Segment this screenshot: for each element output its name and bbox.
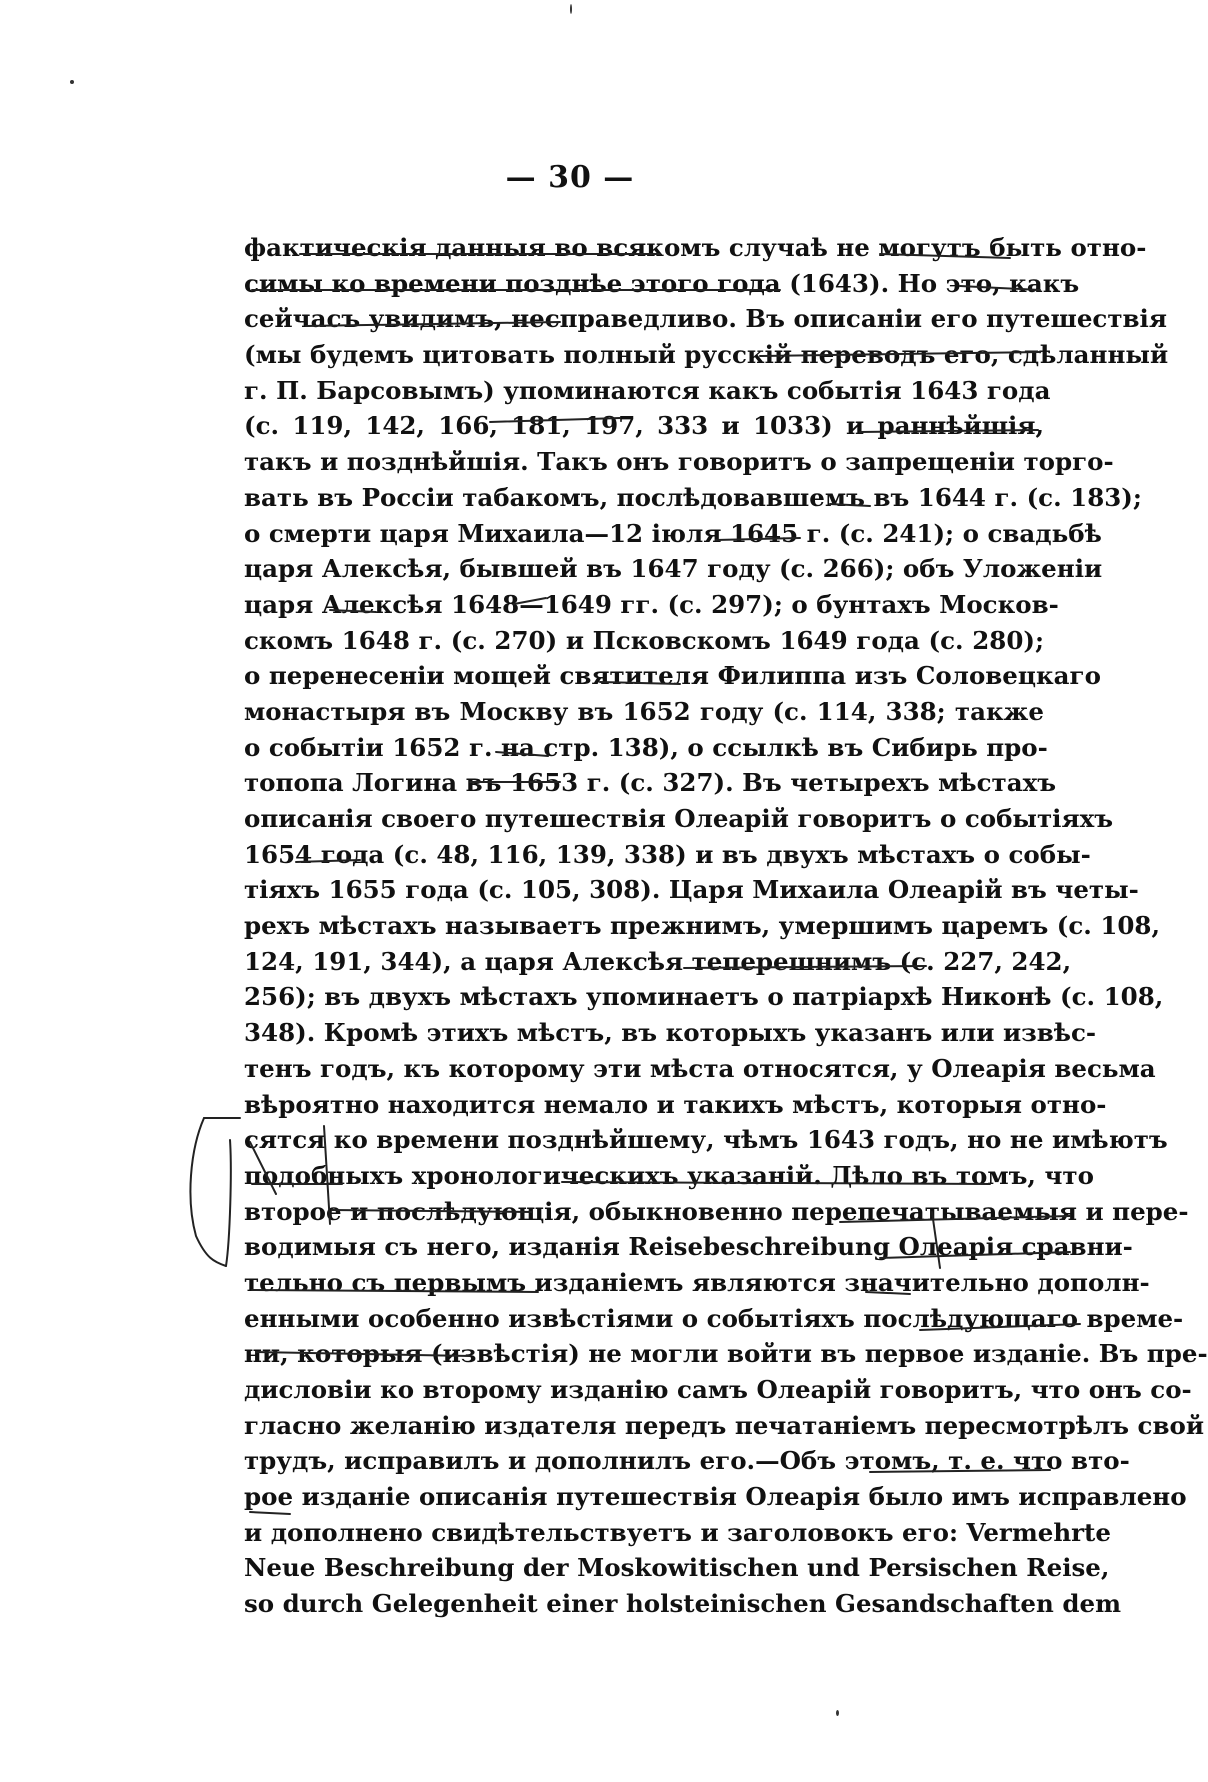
margin-bracket — [190, 1118, 226, 1266]
text-line: царя Алексѣя 1648—1649 гг. (с. 297); о бунтахъ Москов- — [244, 589, 1059, 619]
text-line: (мы будемъ цитовать полный русскій переводъ его, сдѣланный — [244, 340, 1169, 370]
text-line: фактическія данныя во всякомъ случаѣ не могутъ быть отно- — [244, 233, 1147, 262]
text-line: тельно съ первымъ изданіемъ являются значительно дополн- — [244, 1267, 1150, 1297]
text-line: о событіи 1652 г. на стр. 138), о ссылкѣ въ Сибирь про- — [244, 732, 1048, 762]
text-line: и дополнено свидѣтельствуетъ и заголовокъ его: Vermehrte — [244, 1517, 1111, 1547]
text-line: описанія своего путешествія Олеарій говоритъ о событіяхъ — [244, 804, 1113, 833]
text-line: второе и послѣдующія, обыкновенно перепечатываемыя и пере- — [244, 1196, 1189, 1226]
text-line: вѣроятно находится немало и такихъ мѣстъ, которыя отно- — [244, 1089, 1107, 1119]
text-line: топопа Логина въ 1653 г. (с. 327). Въ четырехъ мѣстахъ — [244, 768, 1056, 798]
text-line: тенъ годъ, къ которому эти мѣста относятся, у Олеарія весьма — [244, 1053, 1156, 1083]
text-line: рехъ мѣстахъ называетъ прежнимъ, умершимъ царемъ (с. 108, — [244, 911, 1161, 941]
text-line: симы ко времени позднѣе этого года (1643). Но это, какъ — [244, 268, 1080, 298]
body-text — [244, 230, 1208, 1622]
text-line: о смерти царя Михаила—12 іюля 1645 г. (с. 241); о свадьбѣ — [244, 518, 1102, 548]
text-line: о перенесеніи мощей святителя Филиппа изъ Соловецкаго — [244, 661, 1101, 691]
text-line: 1654 года (с. 48, 116, 139, 338) и въ двухъ мѣстахъ о собы- — [244, 839, 1091, 869]
text-line: вать въ Россіи табакомъ, послѣдовавшемъ въ 1644 г. (с. 183); — [244, 482, 1142, 512]
text-line: ни, которыя (извѣстія) не могли войти въ первое изданіе. Въ пре- — [244, 1339, 1208, 1369]
text-line: енными особенно извѣстіями о событіяхъ послѣдующаго време- — [244, 1303, 1184, 1333]
text-line: рое изданіе описанія путешествія Олеарія было имъ исправлено — [244, 1482, 1187, 1512]
text-line: водимыя съ него, изданія Reisebeschreibung Олеарія сравни- — [244, 1232, 1133, 1262]
text-line: монастыря въ Москву въ 1652 году (с. 114, 338; также — [244, 696, 1044, 726]
text-line: трудъ, исправилъ и дополнилъ его.—Объ этомъ, т. е. что вто- — [244, 1446, 1130, 1476]
text-line: (с. 119, 142, 166, 181, 197, 333 и 1033) и раннѣйшія, — [244, 411, 1044, 441]
ink-speck — [70, 80, 74, 84]
ink-speck — [570, 4, 572, 14]
text-line: сейчасъ увидимъ, несправедливо. Въ описаніи его путешествія — [244, 304, 1167, 334]
margin-bracket — [226, 1140, 231, 1266]
text-line: скомъ 1648 г. (с. 270) и Псковскомъ 1649 года (с. 280); — [244, 625, 1044, 655]
text-line: дисловіи ко второму изданію самъ Олеарій говоритъ, что онъ со- — [244, 1375, 1192, 1404]
text-line: подобныхъ хронологическихъ указаній. Дѣло въ томъ, что — [244, 1160, 1094, 1190]
text-line: сятся ко времени позднѣйшему, чѣмъ 1643 годъ, но не имѣютъ — [244, 1125, 1168, 1155]
text-line: 348). Кромѣ этихъ мѣстъ, въ которыхъ указанъ или извѣс- — [244, 1018, 1097, 1048]
ink-speck — [836, 1710, 839, 1716]
text-line: гласно желанію издателя передъ печатаніемъ пересмотрѣлъ свой — [244, 1410, 1205, 1440]
text-line: такъ и позднѣйшія. Такъ онъ говоритъ о запрещеніи торго- — [244, 447, 1114, 477]
text-line: тіяхъ 1655 года (с. 105, 308). Царя Михаила Олеарій въ четы- — [244, 875, 1139, 905]
text-line: 256); въ двухъ мѣстахъ упоминаетъ о патріархѣ Никонѣ (с. 108, — [244, 982, 1164, 1012]
text-line: царя Алексѣя, бывшей въ 1647 году (с. 266); объ Уложеніи — [244, 554, 1103, 584]
text-line: so durch Gelegenheit einer holsteinischen Gesandschaften dem — [244, 1589, 1121, 1619]
text-line: Neue Beschreibung der Moskowitischen und Persischen Reise, — [244, 1553, 1110, 1583]
text-line: 124, 191, 344), а царя Алексѣя теперешнимъ (с. 227, 242, — [244, 946, 1072, 976]
text-line: г. П. Барсовымъ) упоминаются какъ событія 1643 года — [244, 375, 1051, 405]
page-number: — 30 — — [505, 160, 635, 195]
